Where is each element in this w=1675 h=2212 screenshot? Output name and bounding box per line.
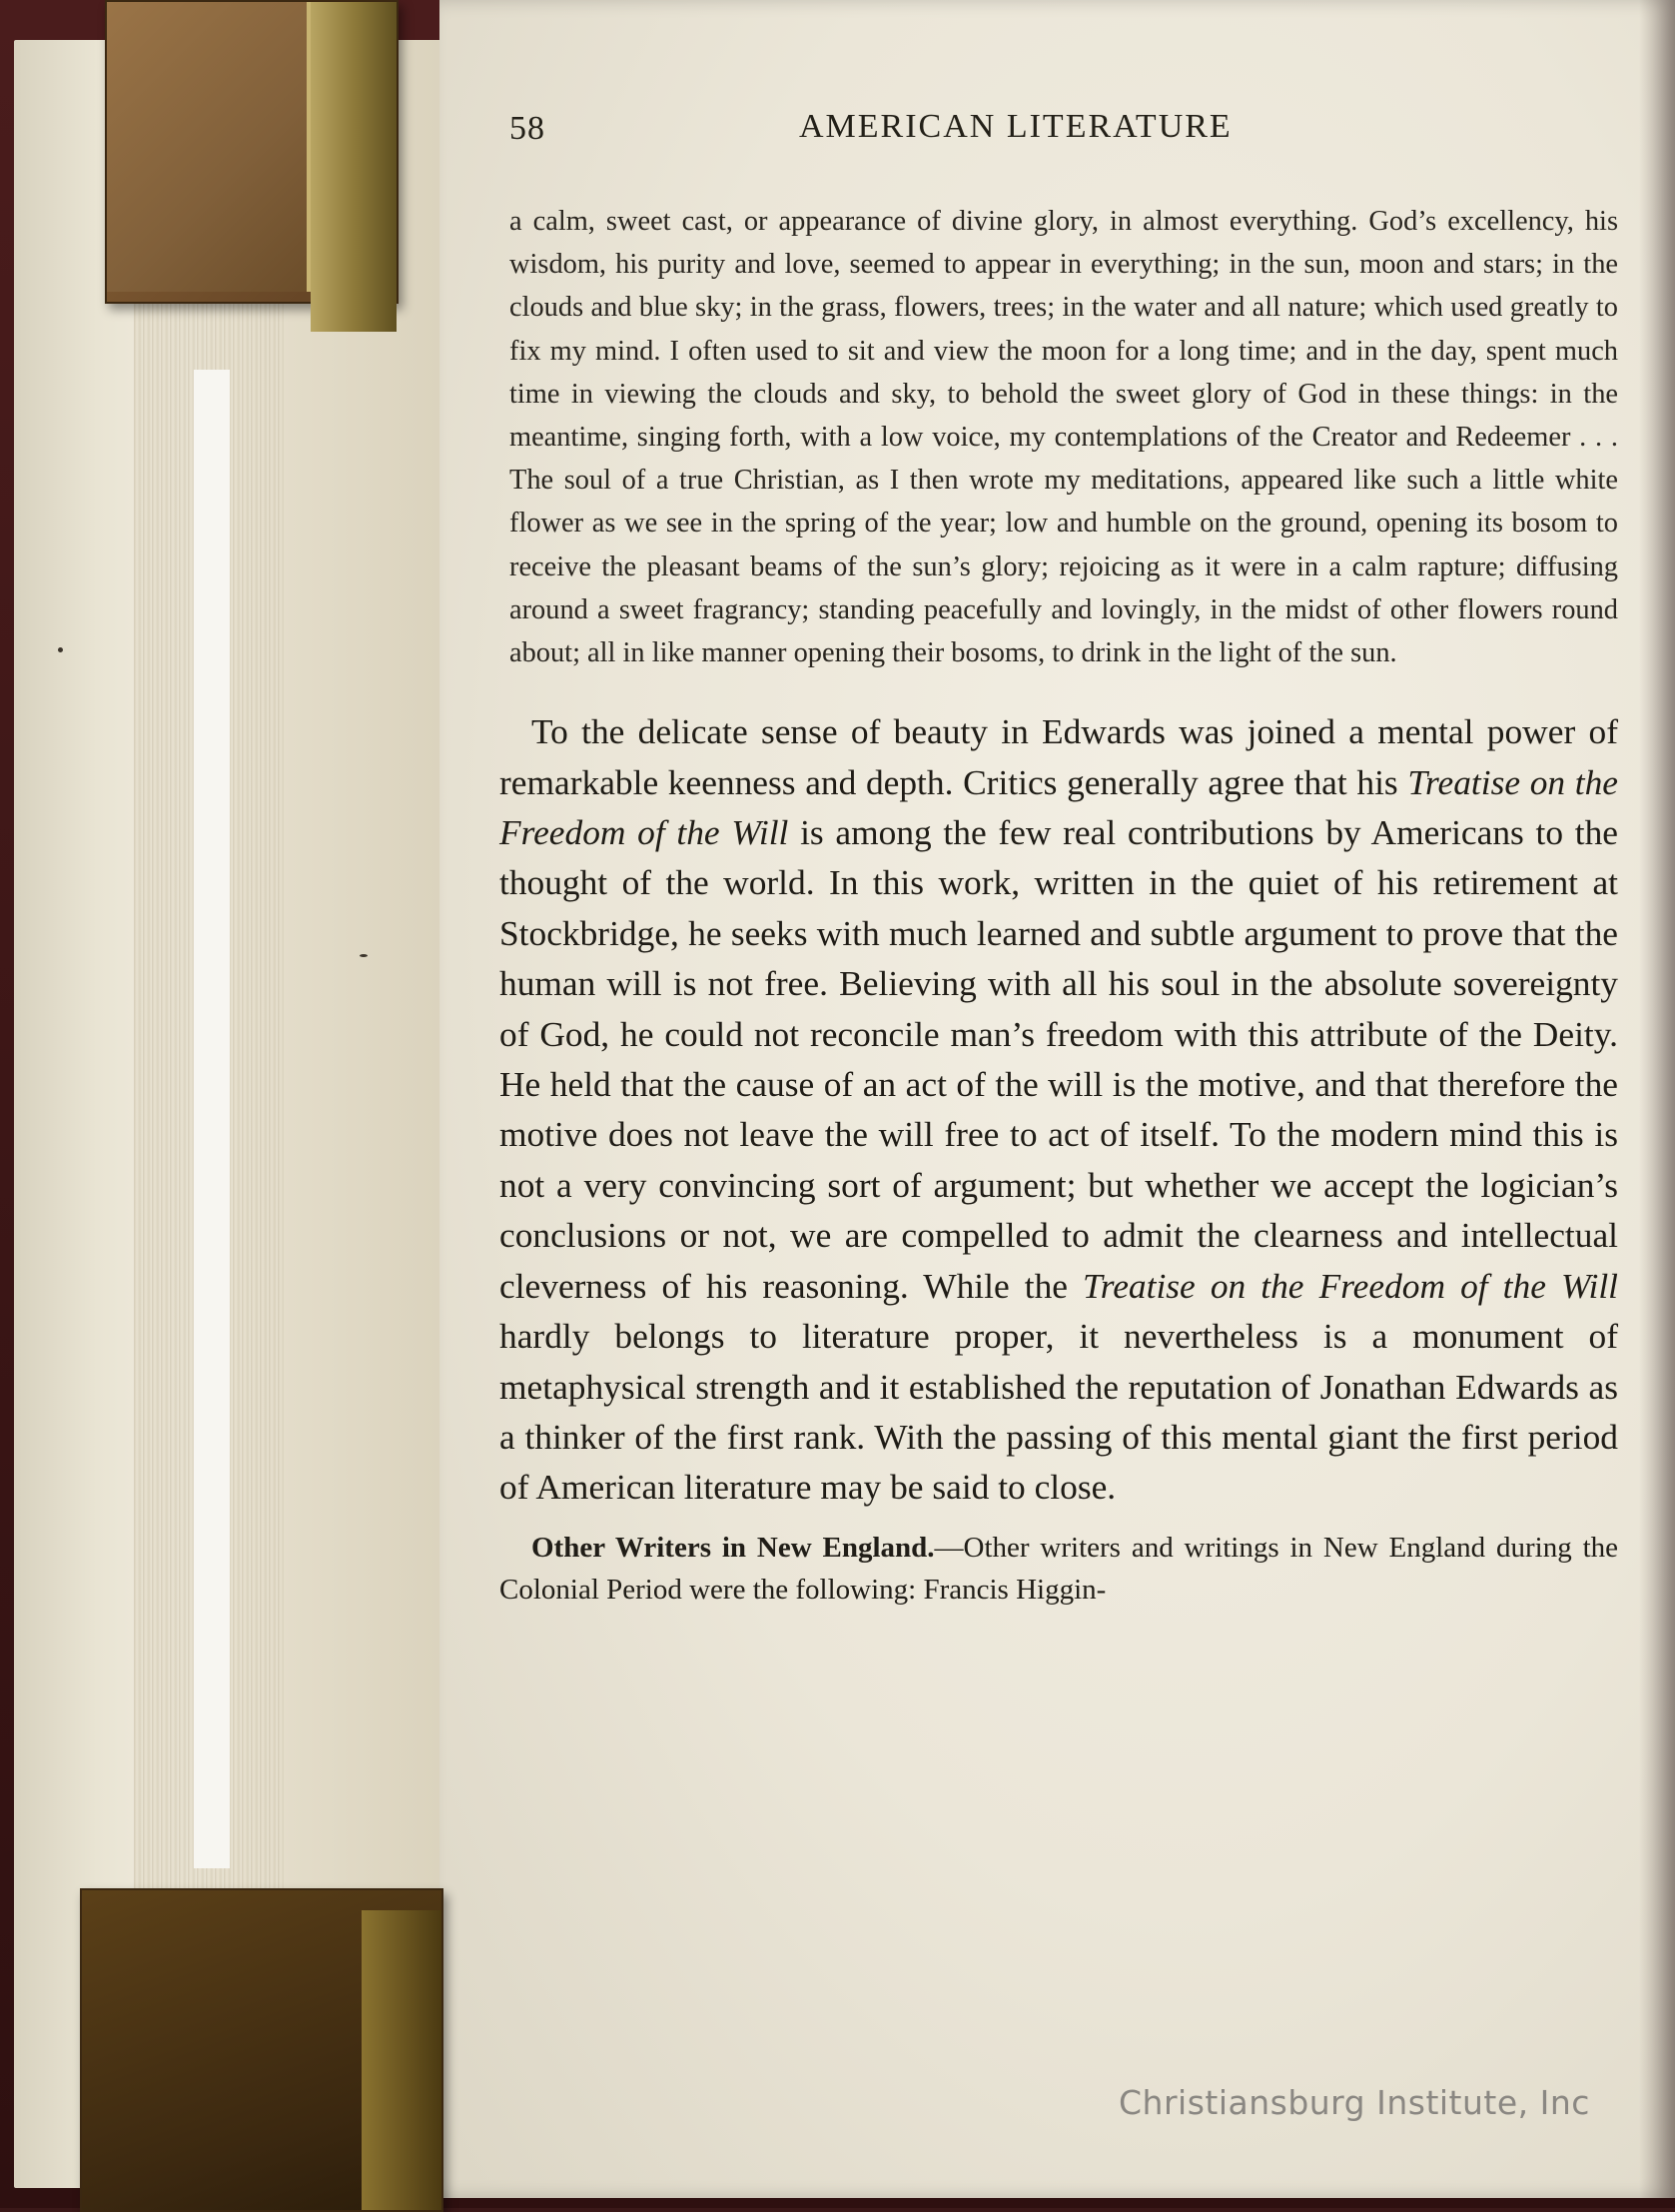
- paragraph-text-3: hardly belongs to literature proper, it nevertheless is a monument of metaphysical strength and it established the reputation of Jonathan Edwards as a thinker of the first rank. With the passing of this mental giant the first period of American literature may be said to close.: [499, 1316, 1618, 1508]
- book-title-1: Treatise on the Freedom of the Will: [499, 761, 1618, 853]
- paragraph-text-2: is among the few real contributions by Americans to the thought of the world. In this work, written in the quiet of his retirement at Stockbridge, he seeks with much learned and subtle argument to prove that the human will is not free. Believing with all his soul in the absolute sovereignty of God, he could not reconcile man’s freedom with this attribute of the Deity. He held that the cause of an act of the will is the motive, and that therefore the motive does not leave the will free to act of itself. To the modern mind this is not a very convincing sort of argument; but whether we accept the logician’s conclusions or not, we are compelled to admit the clearness and intellectual cleverness of his reasoning. While the: [499, 812, 1618, 1306]
- section-text: —Other writers and writings in New England during the Colonial Period were the following: Francis Higgin-: [499, 1531, 1618, 1606]
- page-number: 58: [509, 110, 545, 147]
- speck: [360, 954, 368, 957]
- page-content: [499, 100, 1618, 1611]
- watermark: Christiansburg Institute, Inc: [1119, 2083, 1590, 2122]
- top-clip-icon: [105, 0, 399, 304]
- section-paragraph: [499, 1527, 1618, 1611]
- page-right-shadow: [1639, 0, 1675, 2198]
- speck: [58, 647, 63, 652]
- running-title: AMERICAN LITERATURE: [799, 108, 1233, 145]
- page-header: [499, 100, 1618, 160]
- section-heading: Other Writers in New England.: [531, 1531, 935, 1564]
- top-clip-side: [311, 2, 397, 332]
- page-stack-edges: [14, 40, 473, 2188]
- body-paragraph: [499, 706, 1618, 1513]
- paragraph-text-1: To the delicate sense of beauty in Edwards was joined a mental power of remarkable keenness and depth. Critics generally agree that his: [499, 711, 1618, 802]
- bottom-clip-side: [362, 1910, 441, 2210]
- top-clip-face: [107, 2, 311, 292]
- block-quote: a calm, sweet cast, or appearance of divine glory, in almost everything. God’s excellency, his wisdom, his purity and love, seemed to appear in everything; in the sun, moon and stars; in the clouds and blue sky; in the grass, flowers, trees; in the water and all nature; which used greatly to fix my mind. I often used to sit and view the moon for a long time; and in the day, spent much time in viewing the clouds and sky, to behold the sweet glory of God in these things: in the meantime, singing forth, with a low voice, my contemplations of the Creator and Redeemer . . . The soul of a true Christian, as I then wrote my meditations, appeared like such a little white flower as we see in the spring of the year; low and humble on the ground, opening its bosom to receive the pleasant beams of the sun’s glory; rejoicing as it were in a calm rapture; diffusing around a sweet fragrancy; standing peacefully and lovingly, in the midst of other flowers round about; all in like manner opening their bosoms, to drink in the light of the sun.: [509, 206, 1618, 669]
- book-title-2: Treatise on the Freedom of the Will: [1083, 1265, 1618, 1306]
- page-edge-highlight: [194, 370, 230, 1868]
- bottom-clip-icon: [80, 1888, 443, 2212]
